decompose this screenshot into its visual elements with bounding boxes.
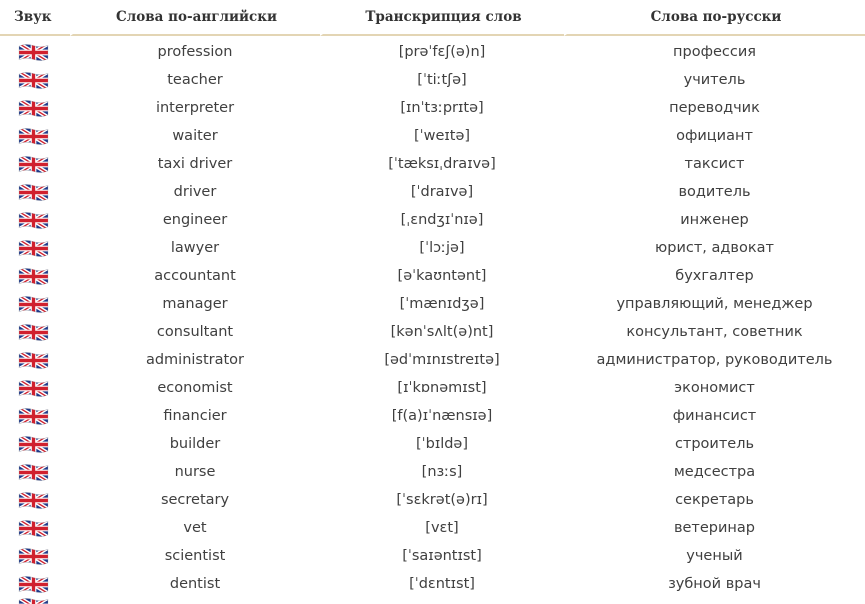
english-word: consultant [156, 324, 234, 340]
uk-flag-icon[interactable] [18, 71, 49, 90]
english-word: dentist [169, 576, 221, 592]
header-row [0, 0, 865, 36]
english-word: driver [173, 184, 217, 200]
transcription: [ˈweɪtə] [413, 128, 471, 144]
uk-flag-icon[interactable] [18, 519, 49, 538]
sound-cell [0, 402, 70, 430]
transcription: [ɪnˈtɜːprɪtə] [400, 100, 484, 116]
table-row [0, 430, 865, 458]
transcription: [ˈtæksɪˌdraɪvə] [388, 156, 496, 172]
russian-word: строитель [674, 436, 755, 452]
english-word: administrator [145, 352, 245, 368]
english-word: taxi driver [157, 156, 233, 172]
english-word: vet [183, 520, 207, 536]
header-english: Слова по-английски [70, 0, 320, 36]
uk-flag-icon[interactable] [18, 575, 49, 594]
transcription: [nɜːs] [421, 464, 463, 480]
russian-word: официант [676, 128, 753, 144]
table-row [0, 122, 865, 150]
russian-word: консультант, советник [626, 324, 803, 340]
english-word: waiter [172, 128, 218, 144]
russian-word: профессия [673, 44, 756, 60]
russian-word: администратор, руководитель [596, 352, 833, 368]
uk-flag-icon[interactable] [18, 183, 49, 202]
russian-word: экономист [674, 380, 755, 396]
english-word: engineer [162, 212, 228, 228]
english-word: teacher [167, 72, 223, 88]
uk-flag-icon[interactable] [18, 99, 49, 118]
transcription: [ˌɛndʒɪˈnɪə] [400, 212, 484, 228]
sound-cell [0, 290, 70, 318]
table-row [0, 36, 865, 66]
table-row [0, 542, 865, 570]
sound-cell [0, 206, 70, 234]
table-body [0, 36, 865, 598]
table-row [0, 458, 865, 486]
transcription: [ˈtiːtʃə] [417, 72, 467, 88]
table-row [0, 570, 865, 598]
sound-cell [0, 318, 70, 346]
uk-flag-icon[interactable] [18, 267, 49, 286]
english-word: accountant [154, 268, 236, 284]
sound-cell [0, 542, 70, 570]
english-word: scientist [164, 548, 226, 564]
transcription: [ˈsɛkrət(ə)rɪ] [396, 492, 488, 508]
transcription: [ˈmænɪdʒə] [399, 296, 485, 312]
header-sound: Звук [0, 0, 70, 36]
russian-word: ветеринар [673, 520, 756, 536]
sound-cell [0, 486, 70, 514]
uk-flag-icon[interactable] [18, 491, 49, 510]
partial-next-row [18, 596, 49, 604]
table-row [0, 178, 865, 206]
sound-cell [0, 234, 70, 262]
russian-word: водитель [678, 184, 751, 200]
table-row [0, 514, 865, 542]
table-row [0, 374, 865, 402]
table-row [0, 234, 865, 262]
uk-flag-icon[interactable] [18, 407, 49, 426]
russian-word: юрист, адвокат [655, 240, 774, 256]
russian-word: секретарь [675, 492, 754, 508]
table-header [0, 0, 865, 36]
english-word: profession [157, 44, 233, 60]
transcription: [ˈdɛntɪst] [409, 576, 475, 592]
sound-cell [0, 36, 70, 66]
transcription: [ˈlɔːjə] [419, 240, 465, 256]
russian-word: ученый [686, 548, 743, 564]
russian-word: инженер [680, 212, 749, 228]
header-transcription: Транскрипция слов [320, 0, 564, 36]
uk-flag-icon[interactable] [18, 463, 49, 482]
table-row [0, 150, 865, 178]
transcription: [f(a)ɪˈnænsɪə] [391, 408, 493, 424]
sound-cell [0, 178, 70, 206]
transcription: [prəˈfɛʃ(ə)n] [398, 44, 486, 60]
transcription: [vɛt] [425, 520, 459, 536]
sound-cell [0, 94, 70, 122]
uk-flag-icon[interactable] [18, 239, 49, 258]
uk-flag-icon[interactable] [18, 547, 49, 566]
uk-flag-icon[interactable] [18, 43, 49, 62]
table-row [0, 318, 865, 346]
uk-flag-icon[interactable] [18, 323, 49, 342]
transcription: [ˈdraɪvə] [410, 184, 474, 200]
transcription: [ˈsaɪəntɪst] [402, 548, 482, 564]
russian-word: медсестра [673, 464, 756, 480]
transcription: [ɪˈkɒnəmɪst] [397, 380, 487, 396]
sound-cell [0, 374, 70, 402]
english-word: economist [157, 380, 233, 396]
english-word: financier [163, 408, 227, 424]
uk-flag-icon[interactable] [18, 295, 49, 314]
sound-cell [0, 122, 70, 150]
table-row [0, 262, 865, 290]
sound-cell [0, 150, 70, 178]
english-word: nurse [174, 464, 216, 480]
uk-flag-icon[interactable] [18, 155, 49, 174]
table-row [0, 206, 865, 234]
transcription: [ˈbɪldə] [415, 436, 469, 452]
russian-word: управляющий, менеджер [616, 296, 813, 312]
sound-cell [0, 570, 70, 598]
transcription: [əˈkaʊntənt] [397, 268, 487, 284]
english-word: secretary [160, 492, 230, 508]
transcription: [kənˈsʌlt(ə)nt] [390, 324, 494, 340]
russian-word: финансист [672, 408, 757, 424]
english-word: manager [162, 296, 228, 312]
sound-cell [0, 346, 70, 374]
russian-word: учитель [683, 72, 746, 88]
uk-flag-icon[interactable] [18, 127, 49, 146]
sound-cell [0, 430, 70, 458]
table-row [0, 486, 865, 514]
uk-flag-icon[interactable] [18, 379, 49, 398]
table-row [0, 66, 865, 94]
table-row [0, 402, 865, 430]
english-word: interpreter [155, 100, 235, 116]
uk-flag-icon[interactable] [18, 435, 49, 454]
english-word: lawyer [170, 240, 220, 256]
uk-flag-icon[interactable] [18, 211, 49, 230]
english-word: builder [169, 436, 221, 452]
russian-word: таксист [684, 156, 745, 172]
table-row [0, 290, 865, 318]
russian-word: переводчик [669, 100, 760, 116]
sound-cell [0, 262, 70, 290]
sound-cell [0, 66, 70, 94]
sound-cell [0, 458, 70, 486]
sound-cell [0, 514, 70, 542]
header-russian: Слова по-русски [564, 0, 865, 36]
transcription: [ədˈmɪnɪstreɪtə] [384, 352, 500, 368]
russian-word: бухгалтер [675, 268, 754, 284]
table-row [0, 94, 865, 122]
table-row [0, 346, 865, 374]
russian-word: зубной врач [668, 576, 761, 592]
uk-flag-icon[interactable] [18, 351, 49, 370]
